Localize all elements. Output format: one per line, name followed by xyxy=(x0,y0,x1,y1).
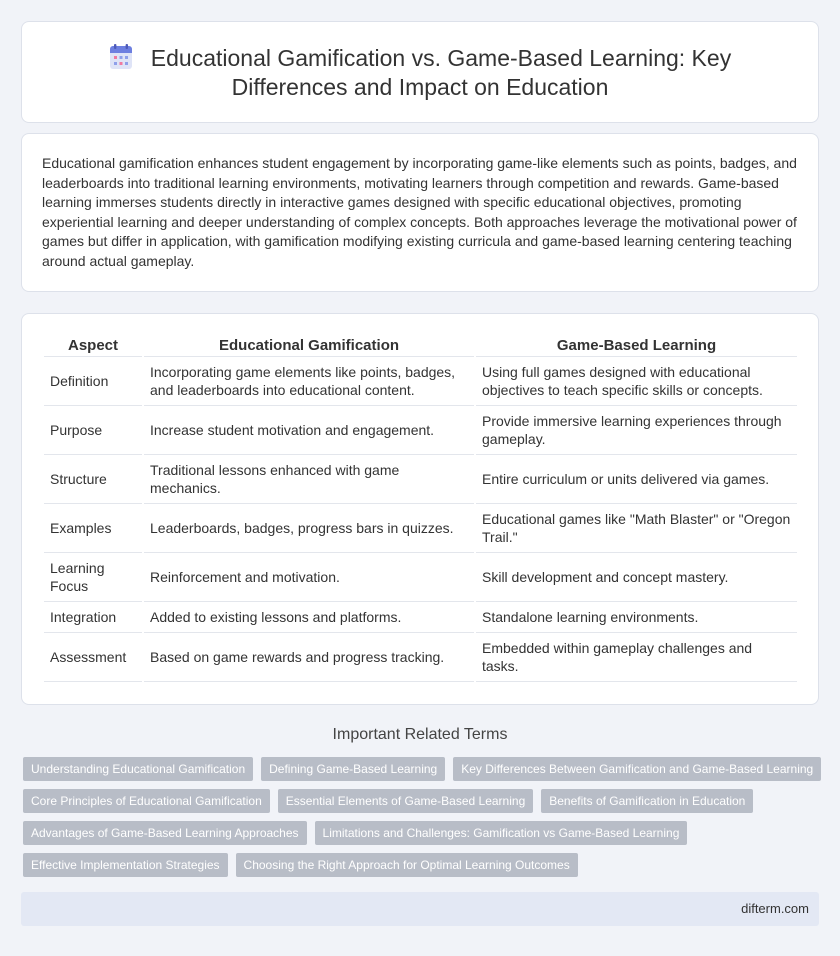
table-row xyxy=(44,357,797,406)
table-row xyxy=(44,553,797,602)
table-row xyxy=(44,504,797,553)
term-tag[interactable]: Defining Game-Based Learning xyxy=(261,757,445,781)
game-based-cell: Skill development and concept mastery. xyxy=(476,553,797,602)
game-based-cell: Educational games like "Math Blaster" or "Oregon Trail." xyxy=(476,504,797,553)
header-gamification: Educational Gamification xyxy=(144,335,474,357)
gamification-cell: Leaderboards, badges, progress bars in quizzes. xyxy=(144,504,474,553)
title-card xyxy=(21,21,819,123)
term-tag[interactable]: Understanding Educational Gamification xyxy=(23,757,253,781)
calendar-icon xyxy=(109,44,133,70)
aspect-cell: Examples xyxy=(44,504,142,553)
aspect-cell: Purpose xyxy=(44,406,142,455)
term-row xyxy=(23,821,823,845)
gamification-cell: Incorporating game elements like points, badges, and leaderboards into educational content. xyxy=(144,357,474,406)
gamification-cell: Based on game rewards and progress tracking. xyxy=(144,633,474,682)
term-row xyxy=(23,757,823,781)
header-aspect: Aspect xyxy=(44,335,142,357)
term-tag[interactable]: Benefits of Gamification in Education xyxy=(541,789,753,813)
page-title-text: Educational Gamification vs. Game-Based Learning: Key Differences and Impact on Education xyxy=(150,45,732,100)
game-based-cell: Embedded within gameplay challenges and tasks. xyxy=(476,633,797,682)
term-tag[interactable]: Essential Elements of Game-Based Learning xyxy=(278,789,533,813)
related-terms xyxy=(23,757,823,885)
footer-site-link[interactable]: difterm.com xyxy=(741,901,809,916)
term-tag[interactable]: Key Differences Between Gamification and Game-Based Learning xyxy=(453,757,821,781)
table-header-row xyxy=(44,335,797,357)
term-tag[interactable]: Choosing the Right Approach for Optimal Learning Outcomes xyxy=(236,853,578,877)
term-tag[interactable]: Advantages of Game-Based Learning Approaches xyxy=(23,821,307,845)
aspect-cell: Integration xyxy=(44,602,142,633)
gamification-cell: Reinforcement and motivation. xyxy=(144,553,474,602)
term-tag[interactable]: Limitations and Challenges: Gamification vs Game-Based Learning xyxy=(315,821,688,845)
aspect-cell: Learning Focus xyxy=(44,553,142,602)
term-row xyxy=(23,853,823,877)
aspect-cell: Assessment xyxy=(44,633,142,682)
table-row xyxy=(44,455,797,504)
page-title xyxy=(22,44,818,102)
comparison-card xyxy=(21,313,819,705)
term-row xyxy=(23,789,823,813)
intro-card xyxy=(21,133,819,292)
intro-paragraph: Educational gamification enhances student engagement by incorporating game-like elements such as points, badges, and leaderboards into traditional learning environments, motivating learners through competition and rewards. Game-based learning immerses students directly in interactive games designed with specific educational objectives, promoting experiential learning and deeper understanding of complex concepts. Both approaches leverage the motivational power of games but differ in application, with gamification modifying existing curricula and game-based learning centering teaching around actual gameplay. xyxy=(42,155,797,269)
related-terms-heading: Important Related Terms xyxy=(332,726,508,743)
game-based-cell: Provide immersive learning experiences through gameplay. xyxy=(476,406,797,455)
table-row xyxy=(44,406,797,455)
table-row xyxy=(44,602,797,633)
term-tag[interactable]: Core Principles of Educational Gamification xyxy=(23,789,270,813)
term-tag[interactable]: Effective Implementation Strategies xyxy=(23,853,228,877)
table-row xyxy=(44,633,797,682)
header-game-based-learning: Game-Based Learning xyxy=(476,335,797,357)
gamification-cell: Increase student motivation and engagement. xyxy=(144,406,474,455)
game-based-cell: Standalone learning environments. xyxy=(476,602,797,633)
aspect-cell: Structure xyxy=(44,455,142,504)
footer xyxy=(21,892,819,926)
gamification-cell: Traditional lessons enhanced with game mechanics. xyxy=(144,455,474,504)
gamification-cell: Added to existing lessons and platforms. xyxy=(144,602,474,633)
aspect-cell: Definition xyxy=(44,357,142,406)
comparison-table xyxy=(42,335,799,682)
game-based-cell: Using full games designed with educational objectives to teach specific skills or concepts. xyxy=(476,357,797,406)
game-based-cell: Entire curriculum or units delivered via games. xyxy=(476,455,797,504)
